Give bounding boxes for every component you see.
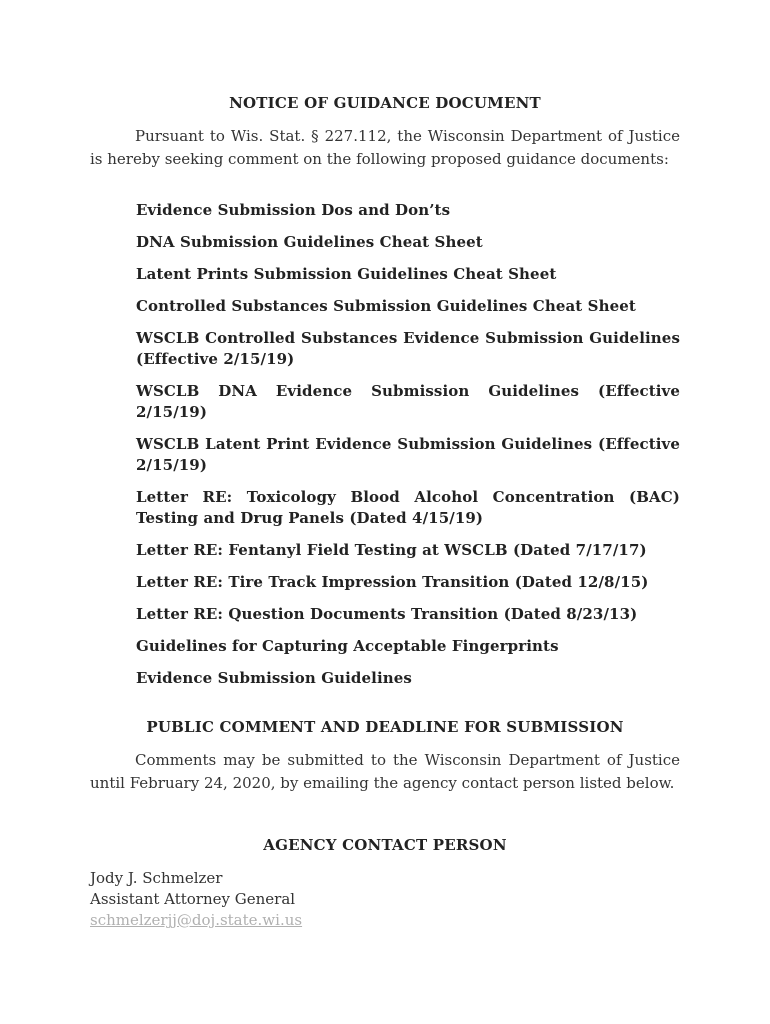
list-item: Letter RE: Fentanyl Field Testing at WSCLB (Dated 7/17/17) (136, 541, 647, 559)
list-item: Controlled Substances Submission Guidelines Cheat Sheet (136, 297, 636, 315)
intro-text: Pursuant to Wis. Stat. § 227.112, the Wisconsin Department of Justice is hereby seeking comment on the following proposed guidance documents: (90, 127, 680, 168)
list-item: Letter RE: Question Documents Transition (Dated 8/23/13) (136, 605, 638, 623)
list-item: WSCLB Latent Print Evidence Submission Guidelines (Effective 2/15/19) (136, 435, 680, 474)
list-item: Letter RE: Toxicology Blood Alcohol Concentration (BAC) Testing and Drug Panels (Dated 4/15/19) (136, 488, 680, 527)
contact-title: AGENCY CONTACT PERSON (263, 836, 507, 854)
contact-email-link[interactable]: schmelzerjj@doj.state.wi.us (90, 911, 303, 929)
list-item: WSCLB Controlled Substances Evidence Submission Guidelines (Effective 2/15/19) (136, 329, 680, 368)
contact-role: Assistant Attorney General (90, 890, 296, 908)
guidance-document-list (136, 200, 680, 700)
list-item: Guidelines for Capturing Acceptable Fingerprints (136, 637, 559, 655)
contact-name: Jody J. Schmelzer (90, 869, 223, 887)
contact-block (90, 868, 302, 931)
list-item: Evidence Submission Guidelines (136, 669, 412, 687)
list-item: Evidence Submission Dos and Don’ts (136, 201, 451, 219)
public-comment-text: Comments may be submitted to the Wisconsin Department of Justice until February 24, 2020, by emailing the agency contact person listed below. (90, 751, 680, 792)
intro-paragraph (90, 125, 680, 171)
list-item: Latent Prints Submission Guidelines Cheat Sheet (136, 265, 557, 283)
public-comment-title: PUBLIC COMMENT AND DEADLINE FOR SUBMISSION (146, 718, 624, 736)
public-comment-paragraph (90, 749, 680, 795)
list-item: Letter RE: Tire Track Impression Transition (Dated 12/8/15) (136, 573, 649, 591)
list-item: DNA Submission Guidelines Cheat Sheet (136, 233, 483, 251)
notice-title: NOTICE OF GUIDANCE DOCUMENT (229, 94, 541, 112)
list-item: WSCLB DNA Evidence Submission Guidelines (Effective 2/15/19) (136, 382, 680, 421)
